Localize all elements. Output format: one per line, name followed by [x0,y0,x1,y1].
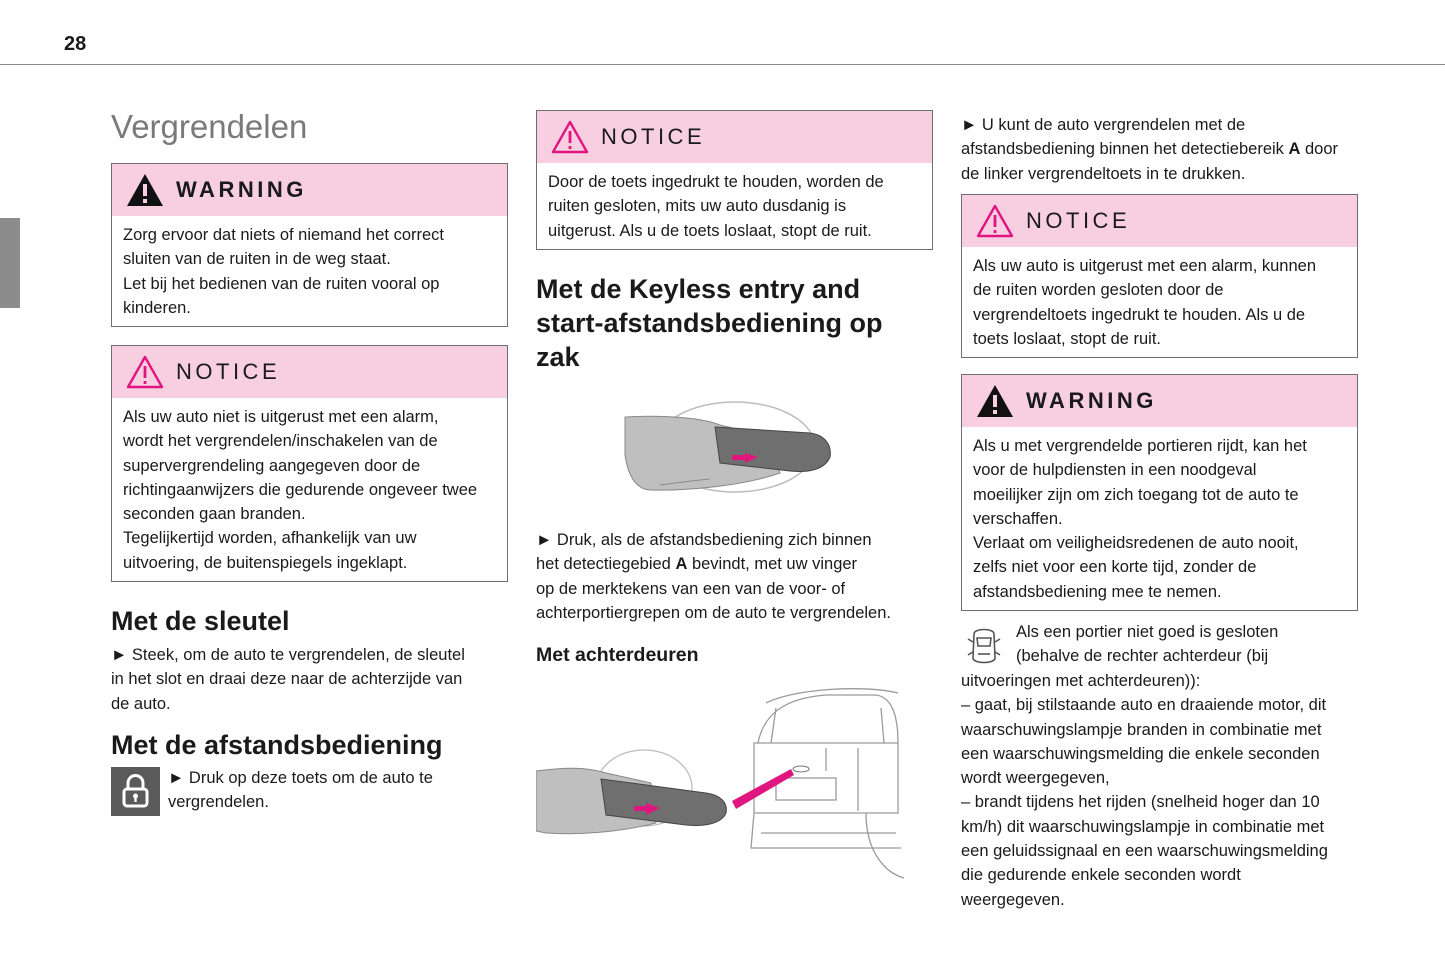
text-line: wordt weergegeven, [961,769,1110,788]
notice-label: NOTICE [1026,208,1131,233]
text-line: km/h) dit waarschuwingslampje in combinatie met [961,817,1325,836]
warning-label: WARNING [176,177,307,202]
notice-label: NOTICE [176,359,281,384]
text-line: seconden gaan branden. [123,505,306,524]
text-line: Tegelijkertijd worden, afhankelijk van uw [123,529,417,548]
page-number: 28 [64,33,87,55]
text-line: zelfs niet voor een korte tijd, zonder de [973,558,1257,577]
warning-box-1 [111,163,508,327]
text-line: ► Druk, als de afstandsbediening zich binnen [536,531,872,549]
text-line: in het slot en draai deze naar de achterzijde van [111,670,463,689]
text-line: Verlaat om veiligheidsredenen de auto nooit, [973,534,1299,553]
notice-label: NOTICE [601,124,706,149]
text-line: waarschuwingslampje branden in combinatie met [961,720,1322,739]
notice-box-1 [111,345,508,582]
door-icon-text [1016,620,1278,669]
notice-header [962,195,1357,247]
notice-text [962,247,1357,359]
text-line: afstandsbediening binnen het detectiebereik A door [961,140,1339,159]
warning-text [112,216,507,328]
warning-box-2 [961,374,1358,611]
warning-header [962,375,1357,427]
heading-keyless [536,272,883,374]
page-title: Vergrendelen [111,108,308,145]
text-line: uitvoering, de buitenspiegels ingeklapt. [123,553,408,572]
heading-line: Met de Keyless entry and [536,274,861,304]
door-paragraph [961,669,1328,912]
warning-header [112,164,507,216]
text-line: ► Druk op deze toets om de auto te [168,769,433,787]
notice-box-3 [961,194,1358,358]
notice-triangle-icon [550,119,590,155]
text-line: sluiten van de ruiten in de weg staat. [123,250,391,269]
door-open-warning-icon [966,624,1002,668]
intro-paragraph [961,113,1338,186]
text-line: Zorg ervoor dat niets of niemand het correct [123,226,444,244]
notice-box-2 [536,110,933,250]
lock-button-icon [111,767,160,816]
text-line: supervergrendeling aangegeven door de [123,456,421,475]
rear-door-illustration [536,683,904,883]
notice-triangle-icon [975,203,1015,239]
text-line: voor de hulpdiensten in een noodgeval [973,461,1257,480]
text-line: Als uw auto niet is uitgerust met een alarm, [123,408,439,426]
text-line: vergrendeltoets ingedrukt te houden. Als u de [973,305,1306,324]
text-line: op de merktekens van een van de voor- of [536,579,846,598]
heading-met-de-sleutel: Met de sleutel [111,606,290,636]
text-line: de linker vergrendeltoets in te drukken. [961,164,1246,183]
warning-triangle-icon [125,172,165,208]
notice-text [537,163,932,251]
text-line: Door de toets ingedrukt te houden, worden de [548,173,884,191]
text-line: Als uw auto is uitgerust met een alarm, kunnen [973,257,1317,275]
section-tab [0,218,20,308]
text-line: een geluidssignaal en een waarschuwingsmelding [961,842,1328,861]
heading-met-achterdeuren: Met achterdeuren [536,644,699,666]
text-line: verschaffen. [973,509,1063,528]
text-line: achterportiergrepen om de auto te vergrendelen. [536,603,891,622]
text-line: wordt het vergrendelen/inschakelen van de [123,432,438,451]
afstand-paragraph [168,766,433,815]
text-line: – brandt tijdens het rijden (snelheid hoger dan 10 [961,793,1320,812]
text-line: toets loslaat, stopt de ruit. [973,329,1162,348]
text-line: ruiten gesloten, mits uw auto dusdanig is [548,197,847,216]
text-line: de ruiten worden gesloten door de [973,281,1224,300]
text-line: (behalve de rechter achterdeur (bij [1016,647,1269,666]
notice-header [537,111,932,163]
warning-triangle-icon [975,383,1015,419]
text-line: uitvoeringen met achterdeuren)): [961,672,1201,690]
text-line: Als u met vergrendelde portieren rijdt, kan het [973,437,1307,455]
text-line: vergrendelen. [168,793,269,812]
heading-met-de-afstandsbediening: Met de afstandsbediening [111,730,443,760]
warning-label: WARNING [1026,388,1157,413]
text-line: die gedurende enkele seconden wordt [961,866,1241,885]
text-line: afstandsbediening mee te nemen. [973,582,1222,601]
top-divider [0,64,1445,65]
notice-header [112,346,507,398]
text-line: ► Steek, om de auto te vergrendelen, de sleutel [111,646,465,664]
warning-text [962,427,1357,612]
text-line: de auto. [111,694,171,713]
notice-text [112,398,507,583]
text-line: Let bij het bedienen van de ruiten vooral op [123,274,440,293]
keyless-paragraph [536,528,891,625]
text-line: richtingaanwijzers die gedurende ongeveer twee [123,480,478,499]
text-line: het detectiegebied A bevindt, met uw vinger [536,555,858,574]
text-line: uitgerust. Als u de toets loslaat, stopt de ruit. [548,221,872,240]
text-line: kinderen. [123,298,191,317]
text-line: ► U kunt de auto vergrendelen met de [961,116,1246,134]
heading-line: start-afstandsbediening op [536,308,883,338]
heading-line: zak [536,342,580,372]
door-handle-illustration [620,395,840,500]
text-line: Als een portier niet goed is gesloten [1016,623,1279,641]
notice-triangle-icon [125,354,165,390]
text-line: moeilijker zijn om zich toegang tot de auto te [973,485,1299,504]
text-line: – gaat, bij stilstaande auto en draaiende motor, dit [961,696,1327,715]
text-line: een waarschuwingsmelding die enkele seconden [961,744,1320,763]
sleutel-paragraph [111,643,465,716]
text-line: weergegeven. [961,890,1065,909]
